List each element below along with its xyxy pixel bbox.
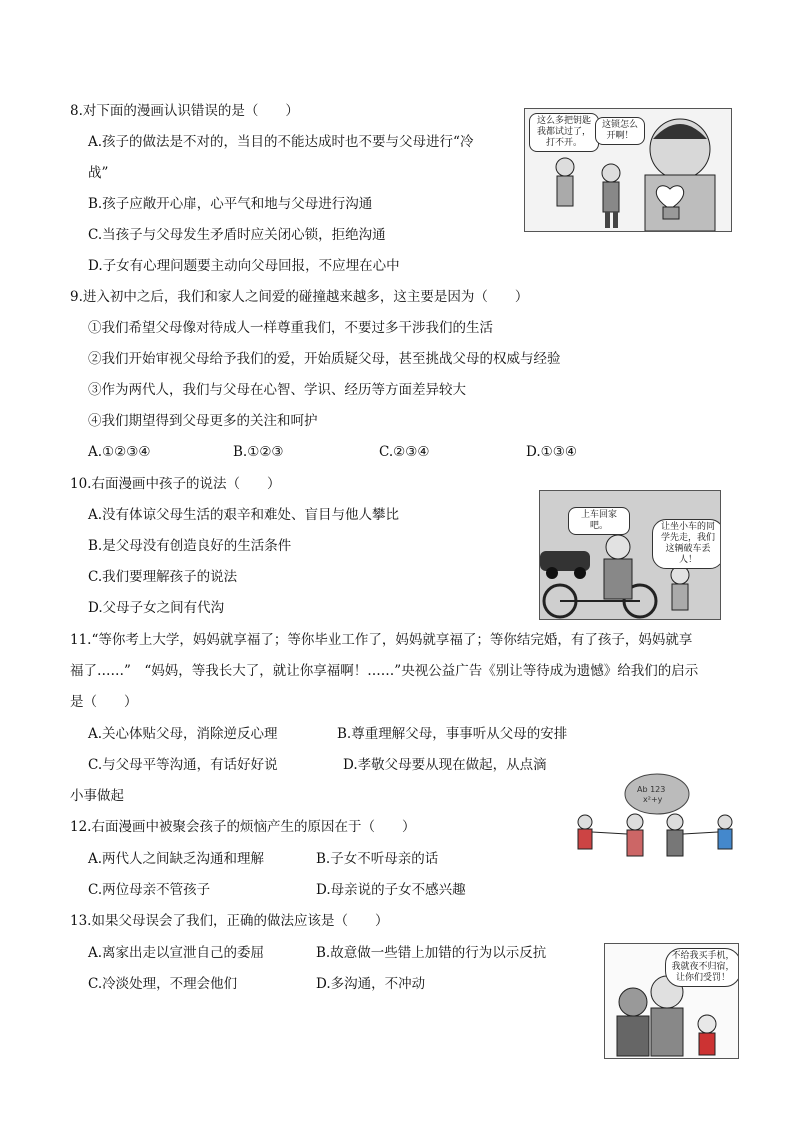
q8-option-a-line2: 战”: [88, 165, 109, 181]
q10-comic: [539, 490, 721, 620]
svg-text:Ab 123: Ab 123: [637, 785, 666, 794]
q11-stem-line-2: 福了……” “妈妈，等我长大了，就让你享福啊！……”央视公益广告《别让等待成为遗憾》给我们的启示: [70, 663, 699, 679]
q9-option-d: D.①③④: [526, 444, 577, 460]
q10-comic-bubble-2: 让坐小车的同学先走，我们这辆破车丢人！: [652, 519, 721, 569]
q8-option-a-line1: A.孩子的做法是不对的，当目的不能达成时也不要与父母进行“冷: [88, 134, 474, 150]
q10-option-c: C.我们要理解孩子的说法: [88, 569, 238, 585]
q11-option-d: D.孝敬父母要从现在做起，从点滴: [343, 757, 547, 773]
q10-option-b: B.是父母没有创造良好的生活条件: [88, 538, 292, 554]
q12-option-a: A.两代人之间缺乏沟通和理解: [88, 851, 265, 867]
q9-statement-1: ①我们希望父母像对待成人一样尊重我们，不要过多干涉我们的生活: [88, 320, 493, 336]
q11-stem-line-3: 是（ ）: [70, 694, 138, 710]
q12-stem: 12.右面漫画中被聚会孩子的烦恼产生的原因在于（ ）: [70, 819, 416, 835]
q11-option-b: B.尊重理解父母，事事听从父母的安排: [337, 726, 568, 742]
q8-comic-bubble-2: 这锁怎么开啊！: [595, 117, 645, 145]
q13-option-b: B.故意做一些错上加错的行为以示反抗: [316, 945, 547, 961]
q13-option-d: D.多沟通，不冲动: [316, 976, 426, 992]
q11-stem-line-1: 11.“等你考上大学，妈妈就享福了；等你毕业工作了，妈妈就享福了；等你结完婚，有了孩子，妈妈就享: [70, 632, 693, 648]
q13-option-a: A.离家出走以宣泄自己的委屈: [88, 945, 265, 961]
q11-option-d-continued: 小事做起: [70, 788, 124, 804]
q9-statement-2: ②我们开始审视父母给予我们的爱，开始质疑父母，甚至挑战父母的权威与经验: [88, 351, 561, 367]
q9-option-b: B.①②③: [233, 444, 284, 460]
q8-option-b: B.孩子应敞开心扉，心平气和地与父母进行沟通: [88, 196, 373, 212]
q9-option-c: C.②③④: [379, 444, 430, 460]
q10-option-a: A.没有体谅父母生活的艰辛和难处、盲目与他人攀比: [88, 507, 400, 523]
q12-option-d: D.母亲说的子女不感兴趣: [316, 882, 466, 898]
svg-text:x²+y: x²+y: [643, 795, 663, 804]
q11-option-c: C.与父母平等沟通，有话好好说: [88, 757, 278, 773]
q12-comic-illustration: [565, 772, 740, 862]
q8-comic: [524, 108, 732, 232]
q9-statement-3: ③作为两代人，我们与父母在心智、学识、经历等方面差异较大: [88, 382, 466, 398]
q13-comic-bubble-1: 不给我买手机，我就夜不归宿，让你们受罚！: [665, 948, 739, 987]
q13-comic: [604, 943, 739, 1059]
q10-comic-bubble-1: 上车回家吧。: [568, 507, 630, 535]
q13-stem: 13.如果父母误会了我们，正确的做法应该是（ ）: [70, 913, 389, 929]
q9-statement-4: ④我们期望得到父母更多的关注和呵护: [88, 413, 318, 429]
q12-option-c: C.两位母亲不管孩子: [88, 882, 211, 898]
q8-comic-bubble-1: 这么多把钥匙我都试过了，打不开。: [529, 113, 599, 152]
q12-comic: [565, 772, 740, 862]
q8-option-c: C.当孩子与父母发生矛盾时应关闭心锁，拒绝沟通: [88, 227, 386, 243]
q13-option-c: C.冷淡处理，不理会他们: [88, 976, 238, 992]
q9-option-a: A.①②③④: [88, 444, 151, 460]
q10-stem: 10.右面漫画中孩子的说法（ ）: [70, 476, 281, 492]
q8-option-d: D.子女有心理问题要主动向父母回报，不应埋在心中: [88, 258, 400, 274]
q9-stem: 9.进入初中之后，我们和家人之间爱的碰撞越来越多，这主要是因为（ ）: [70, 289, 529, 305]
q8-stem: 8.对下面的漫画认识错误的是（ ）: [70, 103, 299, 119]
q11-option-a: A.关心体贴父母，消除逆反心理: [88, 726, 278, 742]
q10-option-d: D.父母子女之间有代沟: [88, 600, 225, 616]
q12-option-b: B.子女不听母亲的话: [316, 851, 439, 867]
